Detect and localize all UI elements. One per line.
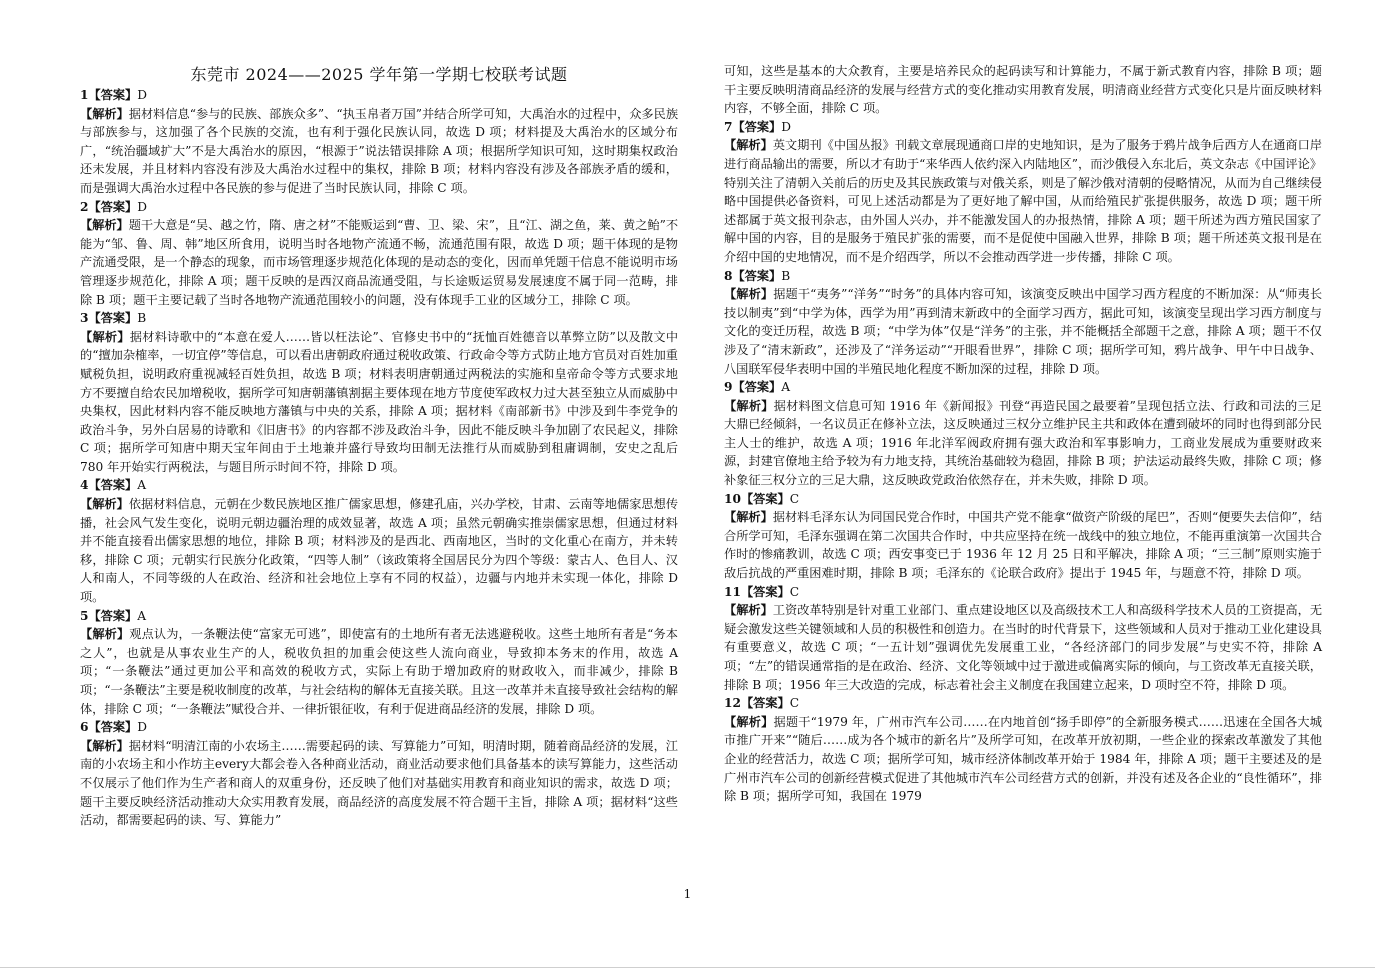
question-item (80, 607, 678, 719)
question-item (724, 378, 1322, 490)
explanation-text (80, 216, 678, 309)
explanation-text (724, 508, 1322, 582)
explanation-tag: 【解析】 (80, 627, 130, 642)
explanation-body: 据材料信息“参与的民族、部族众多”、“执玉帛者万国”并结合所学可知，大禹治水的过程中，众多民族与部族参与，这加强了各个民族的交流，也有利于强化民族认同，故选 D 项；材料提及大禹治水的区域分布广，“统治疆域扩大”不是大禹治水的原因，“根源于”说法错误排除 A 项；根据所学知识可知，这时期集权政治还未发展，并且材料内容没有涉及大禹治水过程中的集权，排除 B 项；材料内容没有涉及各部族矛盾的缓和，而是强调大禹治水过程中各民族的参与促进了当时民族认同，排除 C 项。 (80, 106, 679, 195)
document-title: 东莞市 2024——2025 学年第一学期七校联考试题 (190, 65, 568, 84)
answer-line (724, 583, 1322, 602)
explanation-body: 据题干“1979 年，广州市汽车公司……在内地首创“扬手即停”的全新服务模式……迅速在全国各大城市推广开来”“随后……成为各个城市的新名片”及所学可知，在改革开放初期，一些企业的探索改革激发了其他企业的经营活力，故选 C 项；据所学可知，城市经济体制改革开始于 1984 年，排除 A 项；题干主要述及的是广州市汽车公司的创新经营模式促进了其他城市汽车公司经营方式的创新，并没有述及各企业的“良性循环”，排除 B 项；据所学可知，我国在 1979 (724, 714, 1322, 804)
answer-tag: 【答案】 (88, 88, 138, 102)
explanation-body: 工资改革特别是针对重工业部门、重点建设地区以及高级技术工人和高级科学技术人员的工资提高，无疑会激发这些关键领域和人员的积极性和创造力。在当时的时代背景下，这些领域和人员对于推动工业化建设具有重要意义，故选 C 项；“一五计划”强调优先发展重工业，“各经济部门的同步发展”与史实不符，排除 A 项；“左”的错误通常指的是在政治、经济、文化等领域中过于激进或偏离实际的倾向，与工资改革无直接关联，排除 B 项；1956 年三大改造的完成，标志着社会主义制度在我国建立起来，D 项时空不符，排除 D 项。 (724, 603, 1323, 692)
answer-line (724, 490, 1322, 509)
answer-value: C (789, 584, 800, 599)
left-column (80, 64, 678, 830)
continued-explanation: 可知，这些是基本的大众教育，主要是培养民众的起码读写和计算能力，不属于新式教育内容，排除 B 项；题干主要反映明清商品经济的发展与经营方式的变化推动实用教育发展，明清商业经营方式变化只是片面反映材料内容，不够全面，排除 C 项。 (724, 64, 1322, 116)
explanation-tag: 【解析】 (80, 738, 129, 753)
explanation-text (80, 625, 678, 718)
answer-tag: 【答案】 (88, 478, 138, 493)
question-number: 4 (80, 478, 89, 493)
answer-line (80, 198, 678, 217)
answer-value: A (781, 380, 791, 395)
explanation-tag: 【解析】 (724, 398, 774, 413)
answer-line (80, 309, 678, 328)
question-item (724, 583, 1322, 695)
page-number: 1 (683, 887, 692, 901)
answer-line (724, 694, 1322, 713)
question-item (80, 309, 678, 476)
question-number: 7 (724, 119, 733, 134)
explanation-tag: 【解析】 (80, 497, 129, 512)
answer-tag: 【答案】 (732, 380, 782, 395)
explanation-text (80, 495, 678, 607)
explanation-tag: 【解析】 (80, 106, 129, 121)
explanation-tag: 【解析】 (724, 714, 774, 729)
answer-value: D (137, 720, 148, 735)
answer-tag: 【答案】 (88, 311, 138, 326)
explanation-text (724, 285, 1322, 378)
explanation-body: 据材料诗歌中的“本意在爱人……皆以枉法论”、官修史书中的“抚恤百姓德音以革弊立防”以及散文中的“擅加杂榷率，一切宜停”等信息，可以看出唐朝政府通过税收政策、行政命令等方式防止地方官员对百姓加重赋税负担，说明政府重视减轻百姓负担，故选 B 项；材料表明唐朝通过两税法的实施和皇帝命令等方式要求地方不要擅自给农民加增税收，据所学可知唐朝藩镇割据主要体现在地方节度使军政权力过大甚至独立从而威胁中央集权，因此材料内容不能反映地方藩镇与中央的关系，排除 A 项；据材料《南部新书》中涉及到牛李党争的政治斗争，另外白居易的诗歌和《旧唐书》的内容都不涉及政治斗争，因此不能反映斗争加剧了农民起义，排除 C 项；据所学可知唐中期天宝年间由于土地兼并盛行导致均田制无法推行从而威胁到租庸调制，安史之乱后 780 年开始实行两税法，与题目所示时间不符，排除 D 项。 (80, 329, 679, 474)
answer-value: D (781, 119, 792, 134)
answer-tag: 【答案】 (88, 199, 138, 214)
explanation-text (724, 136, 1322, 266)
question-number: 8 (724, 268, 733, 283)
explanation-text (80, 105, 678, 198)
bottom-divider (0, 967, 1375, 968)
explanation-body: 英文期刊《中国丛报》刊载文章展现通商口岸的史地知识，是为了服务于鸦片战争后西方人在通商口岸进行商品输出的需要，所以才有助于“来华西人依约深入内陆地区”，而沙俄侵入东北后，英文杂志《中国评论》特别关注了清朝入关前后的历史及其民族政策与对俄关系，则是了解沙俄对清朝的侵略情况，从而为自己继续侵略中国提供必备资料，可见上述活动都是为了更好地了解中国，从而给殖民扩张提供服务，故选 D 项；题干所述都属于英文报刊杂志，由外国人兴办，并不能激发国人的办报热情，排除 A 项；题干所述为西方殖民国家了解中国的内容，目的是服务于殖民扩张的需要，而不是促使中国融入世界，排除 B 项；题干所述英文报刊是在介绍中国的史地情况，而不是介绍西学，所以不会推动西学进一步传播，排除 C 项。 (724, 138, 1323, 264)
explanation-body: 依据材料信息，元朝在少数民族地区推广儒家思想，修建孔庙，兴办学校，甘肃、云南等地儒家思想传播，社会风气发生变化，说明元朝边疆治理的成效显著，故选 A 项；虽然元朝确实推崇儒家思想，但通过材料并不能直接看出儒家思想的地位，排除 B 项；材料涉及的是西北、西南地区，当时的文化重心在南方，并未转移，排除 C 项；元朝实行民族分化政策，“四等人制”（该政策将全国居民分为四个等级：蒙古人、色目人、汉人和南人，不同等级的人在政治、经济和社会地位上享有不同的权益），边疆与内地并未实现一体化，排除 D 项。 (80, 497, 679, 605)
answer-line (80, 476, 678, 495)
question-number: 6 (80, 720, 89, 735)
answer-value: C (789, 491, 800, 506)
question-item (724, 118, 1322, 267)
answer-tag: 【答案】 (88, 608, 138, 623)
answer-line (80, 86, 678, 105)
explanation-tag: 【解析】 (724, 287, 774, 302)
answer-line (724, 267, 1322, 286)
question-item (724, 267, 1322, 379)
question-number: 12 (724, 696, 741, 711)
answer-value: B (781, 268, 791, 283)
answer-line (80, 718, 678, 737)
question-number: 5 (80, 608, 89, 623)
answer-tag: 【答案】 (740, 696, 790, 711)
question-item (80, 198, 678, 310)
question-item (724, 694, 1322, 806)
explanation-body: 据材料图文信息可知 1916 年《新闻报》刊登“再造民国之最要着”呈现包括立法、行政和司法的三足大鼎已经倾斜，一名议员正在修补立法，这反映通过三权分立维护民主共和政体在遭到破坏的同时也得到部分民主人士的维护，故选 A 项；1916 年北洋军阀政府拥有强大政治和军事影响力，工商业发展成为重要财政来源，封建官僚地主给予较为有力地支持，其统治基础较为稳固，排除 B 项；护法运动最终失败，排除 C 项；修补象征三权分立的三足大鼎，这反映政党政治依然存在，并未失败，排除 D 项。 (724, 398, 1323, 488)
question-number: 9 (724, 380, 733, 395)
explanation-body: 据材料毛泽东认为同国民党合作时，中国共产党不能拿“做资产阶级的尾巴”，否则“便要失去信仰”，结合所学可知，毛泽东强调在第二次国共合作时，中共应坚持在统一战线中的独立地位，不能再重演第一次国共合作时的惨痛教训，故选 C 项；西安事变已于 1936 年 12 月 25 日和平解决，排除 A 项；“三三制”原则实施于敌后抗战的严重困难时期，排除 B 项；毛泽东的《论联合政府》提出于 1945 年，与题意不符，排除 D 项。 (724, 510, 1323, 581)
answer-value: C (789, 696, 800, 711)
answer-value: B (137, 311, 147, 326)
question-number: 1 (80, 88, 89, 102)
explanation-text (724, 713, 1322, 806)
answer-tag: 【答案】 (88, 720, 138, 735)
explanation-body: 据材料“明清江南的小农场主……需要起码的读、写算能力”可知，明清时期，随着商品经济的发展，江南的小农场主和小作坊主every大都会卷入各种商业活动，商业活动要求他们具备基本的读写算能力，这些活动不仅展示了他们作为生产者和商人的双重身份，还反映了他们对基础实用教育和商业知识的需求，故选 D 项；题干主要反映经济活动推动大众实用教育发展，商品经济的高度发展不符合题干主旨，排除 A 项；据材料“这些活动，都需要起码的读、写、算能力” (80, 738, 678, 828)
explanation-body: 观点认为，一条鞭法使“富家无可逃”，即使富有的土地所有者无法逃避税收。这些土地所有者是“务本之人”，也就是从事农业生产的人，税收负担的加重会使这些人流向商业，导致抑本务末的作用，故选 A 项；“一条鞭法”通过更加公平和高效的税收方式，实际上有助于增加政府的财政收入，而非减少，排除 B 项；“一条鞭法”主要是税收制度的改革，与社会结构的解体无直接关联。且这一改革并未直接导致社会结构的解体，排除 C 项；“一条鞭法”赋役合并、一律折银征收，有利于促进商品经济的发展，排除 D 项。 (80, 627, 678, 716)
answer-line (724, 378, 1322, 397)
answer-value: A (137, 478, 147, 493)
right-answer-list (724, 118, 1322, 806)
explanation-tag: 【解析】 (724, 138, 773, 153)
answer-tag: 【答案】 (732, 268, 782, 283)
explanation-text (724, 601, 1322, 694)
question-number: 2 (80, 199, 89, 214)
answer-tag: 【答案】 (740, 491, 790, 506)
explanation-tag: 【解析】 (724, 510, 773, 525)
explanation-tag: 【解析】 (80, 329, 130, 344)
answer-line (80, 607, 678, 626)
explanation-body: 据题干“夷务”“洋务”“时务”的具体内容可知，该演变反映出中国学习西方程度的不断加深：从“师夷长技以制夷”到“中学为体，西学为用”再到清末新政中的全面学习西方，据此可知，该演变呈现出学习西方制度与文化的变迁历程，故选 B 项；“中学为体”仅是“洋务”的主张，并不能概括全部题干之意，排除 A 项；题干不仅涉及了“清末新政”，还涉及了“洋务运动”“开眼看世界”，排除 C 项；据所学可知，鸦片战争、甲午中日战争、八国联军侵华表明中国的半殖民地化程度不断加深的过程，排除 D 项。 (724, 287, 1323, 376)
question-item (80, 718, 678, 830)
explanation-tag: 【解析】 (80, 218, 129, 233)
explanation-text (80, 328, 678, 477)
question-number: 3 (80, 311, 89, 326)
question-item (80, 86, 678, 198)
explanation-text (80, 737, 678, 830)
explanation-tag: 【解析】 (724, 603, 773, 618)
answer-line (724, 118, 1322, 137)
answer-tag: 【答案】 (732, 119, 782, 134)
answer-tag: 【答案】 (740, 584, 790, 599)
question-item (724, 490, 1322, 583)
question-number: 10 (724, 491, 741, 506)
explanation-body: 题干大意是“吴、越之竹，隋、唐之材”不能贩运到“曹、卫、梁、宋”，且“江、湖之鱼，莱、黄之鲐”不能为“邹、鲁、周、韩”地区所食用，说明当时各地物产流通不畅，流通范围有限，故选 D 项；题干体现的是物产流通受限，是一个静态的现象，而市场管理逐步规范化体现的是动态的变化，因而单凭题干信息不能说明市场管理逐步规范化，排除 A 项；题干反映的是西汉商品流通受阻，与长途贩运贸易发展速度不属于同一范畴，排除 B 项；题干主要记载了当时各地物产流通范围较小的问题，没有体现手工业的区域分工，排除 C 项。 (80, 218, 679, 307)
question-number: 11 (724, 584, 741, 599)
question-item (80, 476, 678, 606)
answer-value: D (137, 199, 148, 214)
explanation-text (724, 397, 1322, 490)
left-answer-list (80, 86, 678, 830)
right-column (724, 62, 1322, 806)
answer-value: D (137, 88, 148, 102)
answer-value: A (137, 608, 147, 623)
